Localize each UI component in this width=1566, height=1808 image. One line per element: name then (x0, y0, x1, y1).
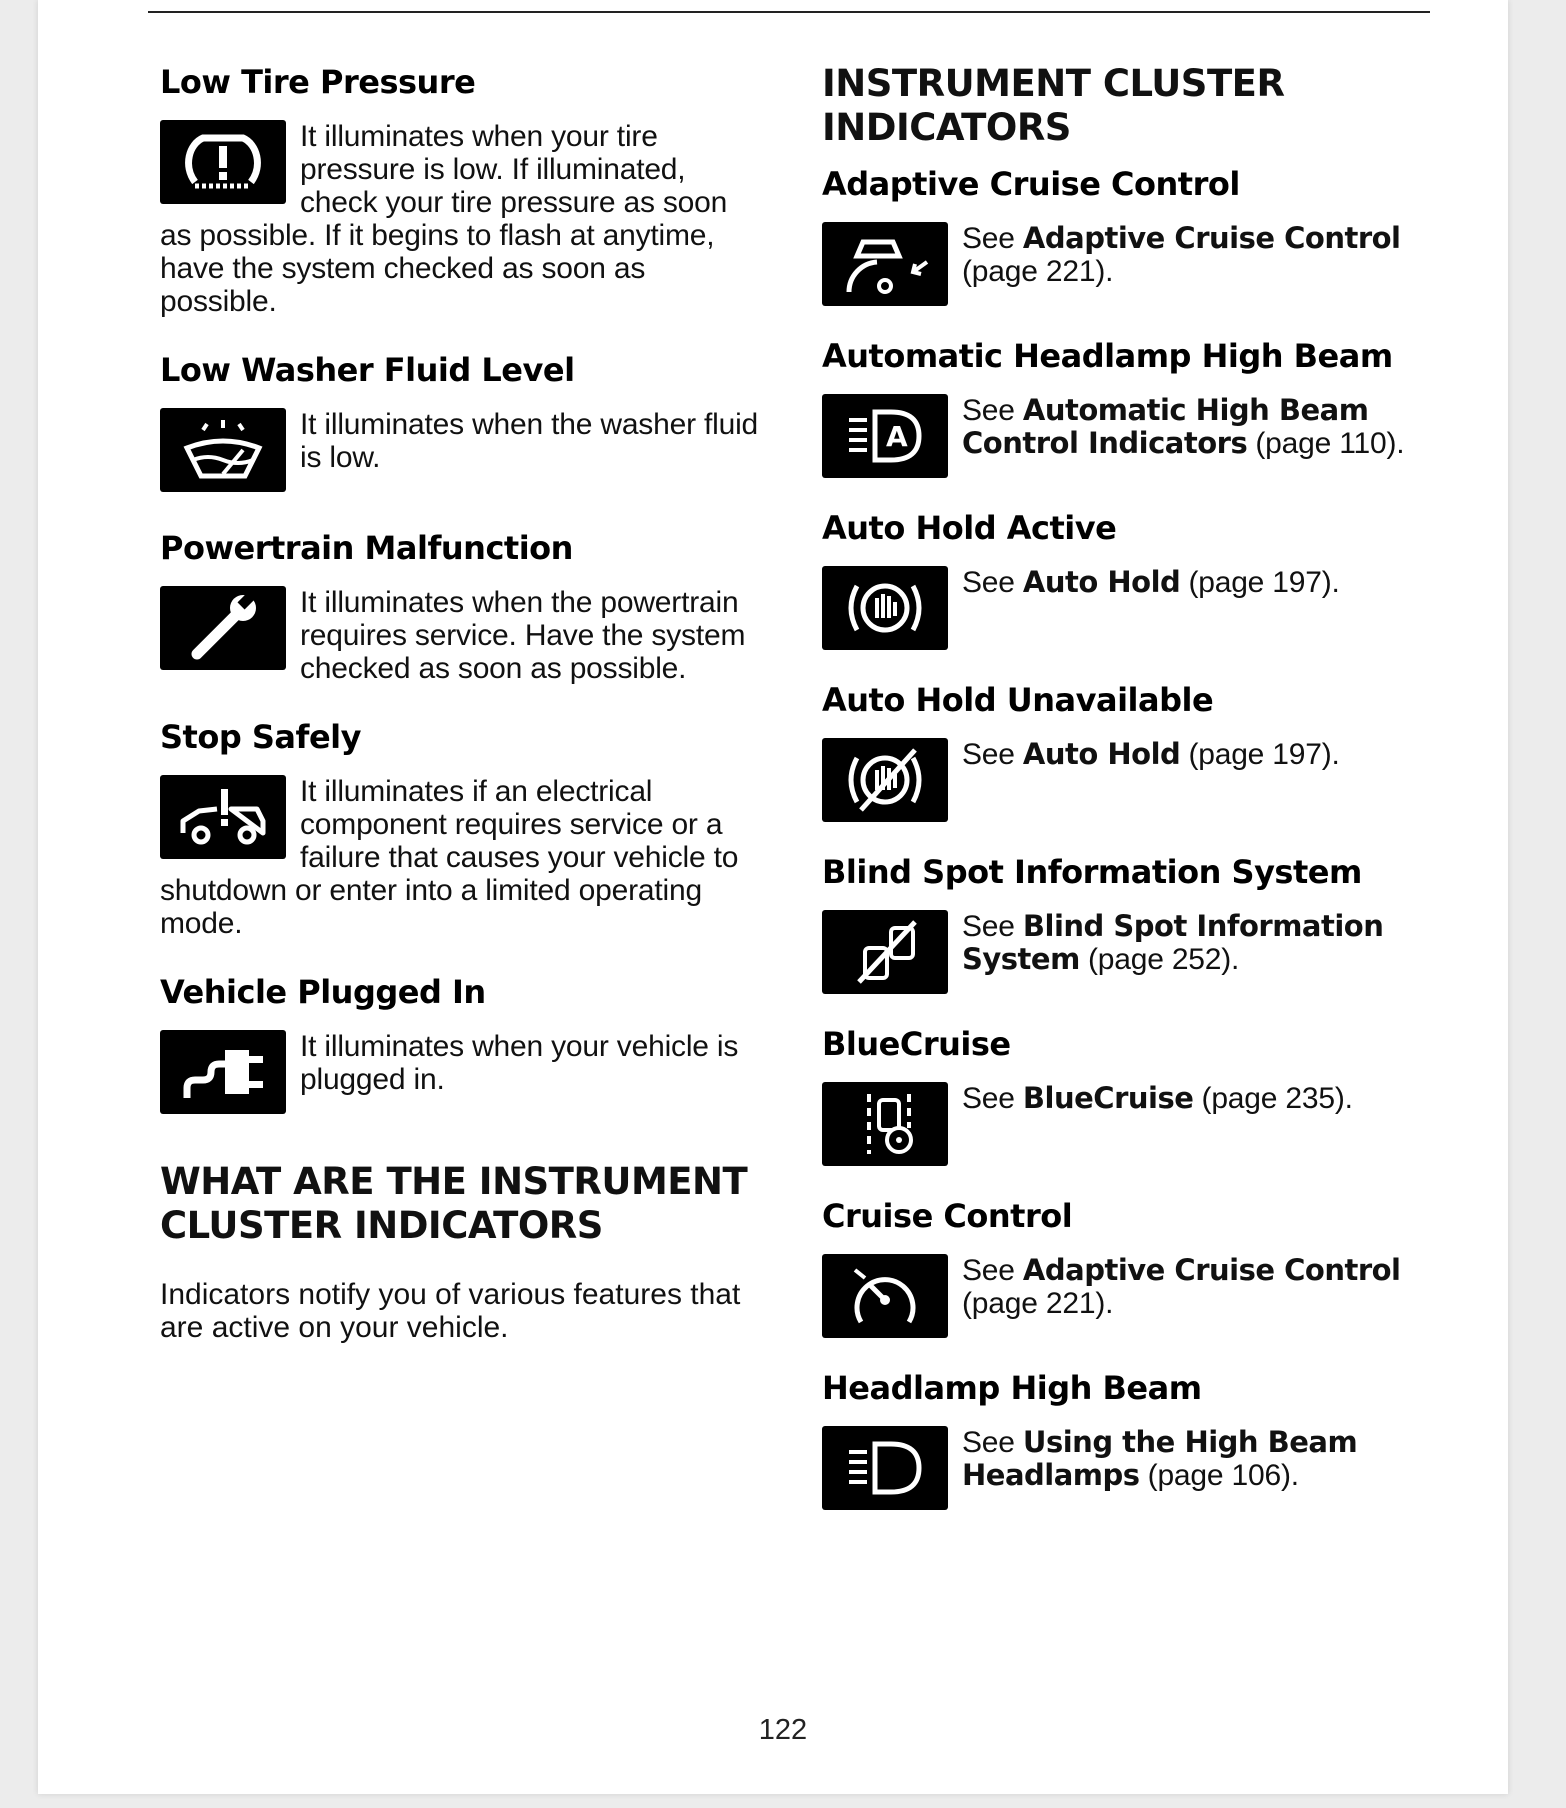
section-title: Cruise Control (822, 1197, 1073, 1235)
auto-hold-unavailable-icon (822, 738, 948, 822)
left-column (160, 62, 765, 1344)
manual-page (38, 0, 1508, 1794)
section-adaptive-cruise (822, 164, 1427, 310)
section-vehicle-plugged-in (160, 972, 765, 1118)
section-text: It illuminates when the powertrain requires service. Have the system checked as soon as possible. (300, 586, 746, 685)
section-title: Blind Spot Information System (822, 853, 1362, 891)
section-text: It illuminates when your vehicle is plugged in. (300, 1030, 739, 1096)
adaptive-cruise-icon (822, 222, 948, 306)
section-low-tire-pressure (160, 62, 765, 318)
blind-spot-icon (822, 910, 948, 994)
auto-high-beam-icon (822, 394, 948, 478)
section-title: Auto Hold Unavailable (822, 681, 1214, 719)
right-heading: INSTRUMENT CLUSTER INDICATORS (822, 62, 1285, 149)
section-auto-hold-active (822, 508, 1427, 654)
section-text: See Auto Hold (page 197). (962, 565, 1340, 599)
what-are-text: Indicators notify you of various features that are active on your vehicle. (160, 1278, 741, 1344)
section-text: See Adaptive Cruise Control (page 221). (962, 1253, 1401, 1320)
high-beam-icon (822, 1426, 948, 1510)
section-text: It illuminates when your tire pressure is low. If illuminated, check your tire pressure as soon as possible. If it begins to flash at anytime, have the system checked as soon as possible. (160, 120, 728, 318)
section-text: See Blind Spot Information System (page 252). (962, 909, 1384, 976)
section-text: See Adaptive Cruise Control (page 221). (962, 221, 1401, 288)
section-title: Stop Safely (160, 718, 361, 756)
section-auto-high-beam (822, 336, 1427, 482)
section-powertrain-malfunction (160, 528, 765, 685)
section-title: Automatic Headlamp High Beam (822, 337, 1393, 375)
section-title: Vehicle Plugged In (160, 973, 486, 1011)
plug-icon (160, 1030, 286, 1114)
section-title: Auto Hold Active (822, 509, 1117, 547)
section-title: Headlamp High Beam (822, 1369, 1202, 1407)
section-stop-safely (160, 717, 765, 940)
section-bluecruise (822, 1024, 1427, 1170)
section-title: Adaptive Cruise Control (822, 165, 1240, 203)
section-text: See Using the High Beam Headlamps (page 106). (962, 1425, 1358, 1492)
auto-hold-icon (822, 566, 948, 650)
section-title: Low Washer Fluid Level (160, 351, 575, 389)
section-high-beam (822, 1368, 1427, 1514)
right-column (822, 62, 1427, 1514)
section-text: It illuminates if an electrical component requires service or a failure that causes your vehicle to shutdown or enter into a limited operating mode. (160, 775, 739, 940)
page-number: 122 (758, 1714, 808, 1746)
section-text: See Automatic High Beam Control Indicators (page 110). (962, 393, 1405, 460)
svg-text:A: A (886, 420, 908, 453)
section-low-washer-fluid (160, 350, 765, 496)
section-title: Powertrain Malfunction (160, 529, 573, 567)
tire-pressure-icon (160, 120, 286, 204)
what-are-heading: WHAT ARE THE INSTRUMENT CLUSTER INDICATORS (160, 1160, 748, 1247)
washer-fluid-icon (160, 408, 286, 492)
section-blind-spot (822, 852, 1427, 998)
section-auto-hold-unavailable (822, 680, 1427, 826)
section-text: See BlueCruise (page 235). (962, 1081, 1353, 1115)
section-title: BlueCruise (822, 1025, 1011, 1063)
wrench-icon (160, 586, 286, 670)
bluecruise-icon (822, 1082, 948, 1166)
cruise-control-icon (822, 1254, 948, 1338)
section-title: Low Tire Pressure (160, 63, 476, 101)
section-cruise-control (822, 1196, 1427, 1342)
stop-safely-vehicle-icon (160, 775, 286, 859)
top-rule (148, 11, 1430, 13)
section-text: See Auto Hold (page 197). (962, 737, 1340, 771)
section-text: It illuminates when the washer fluid is low. (300, 408, 759, 474)
